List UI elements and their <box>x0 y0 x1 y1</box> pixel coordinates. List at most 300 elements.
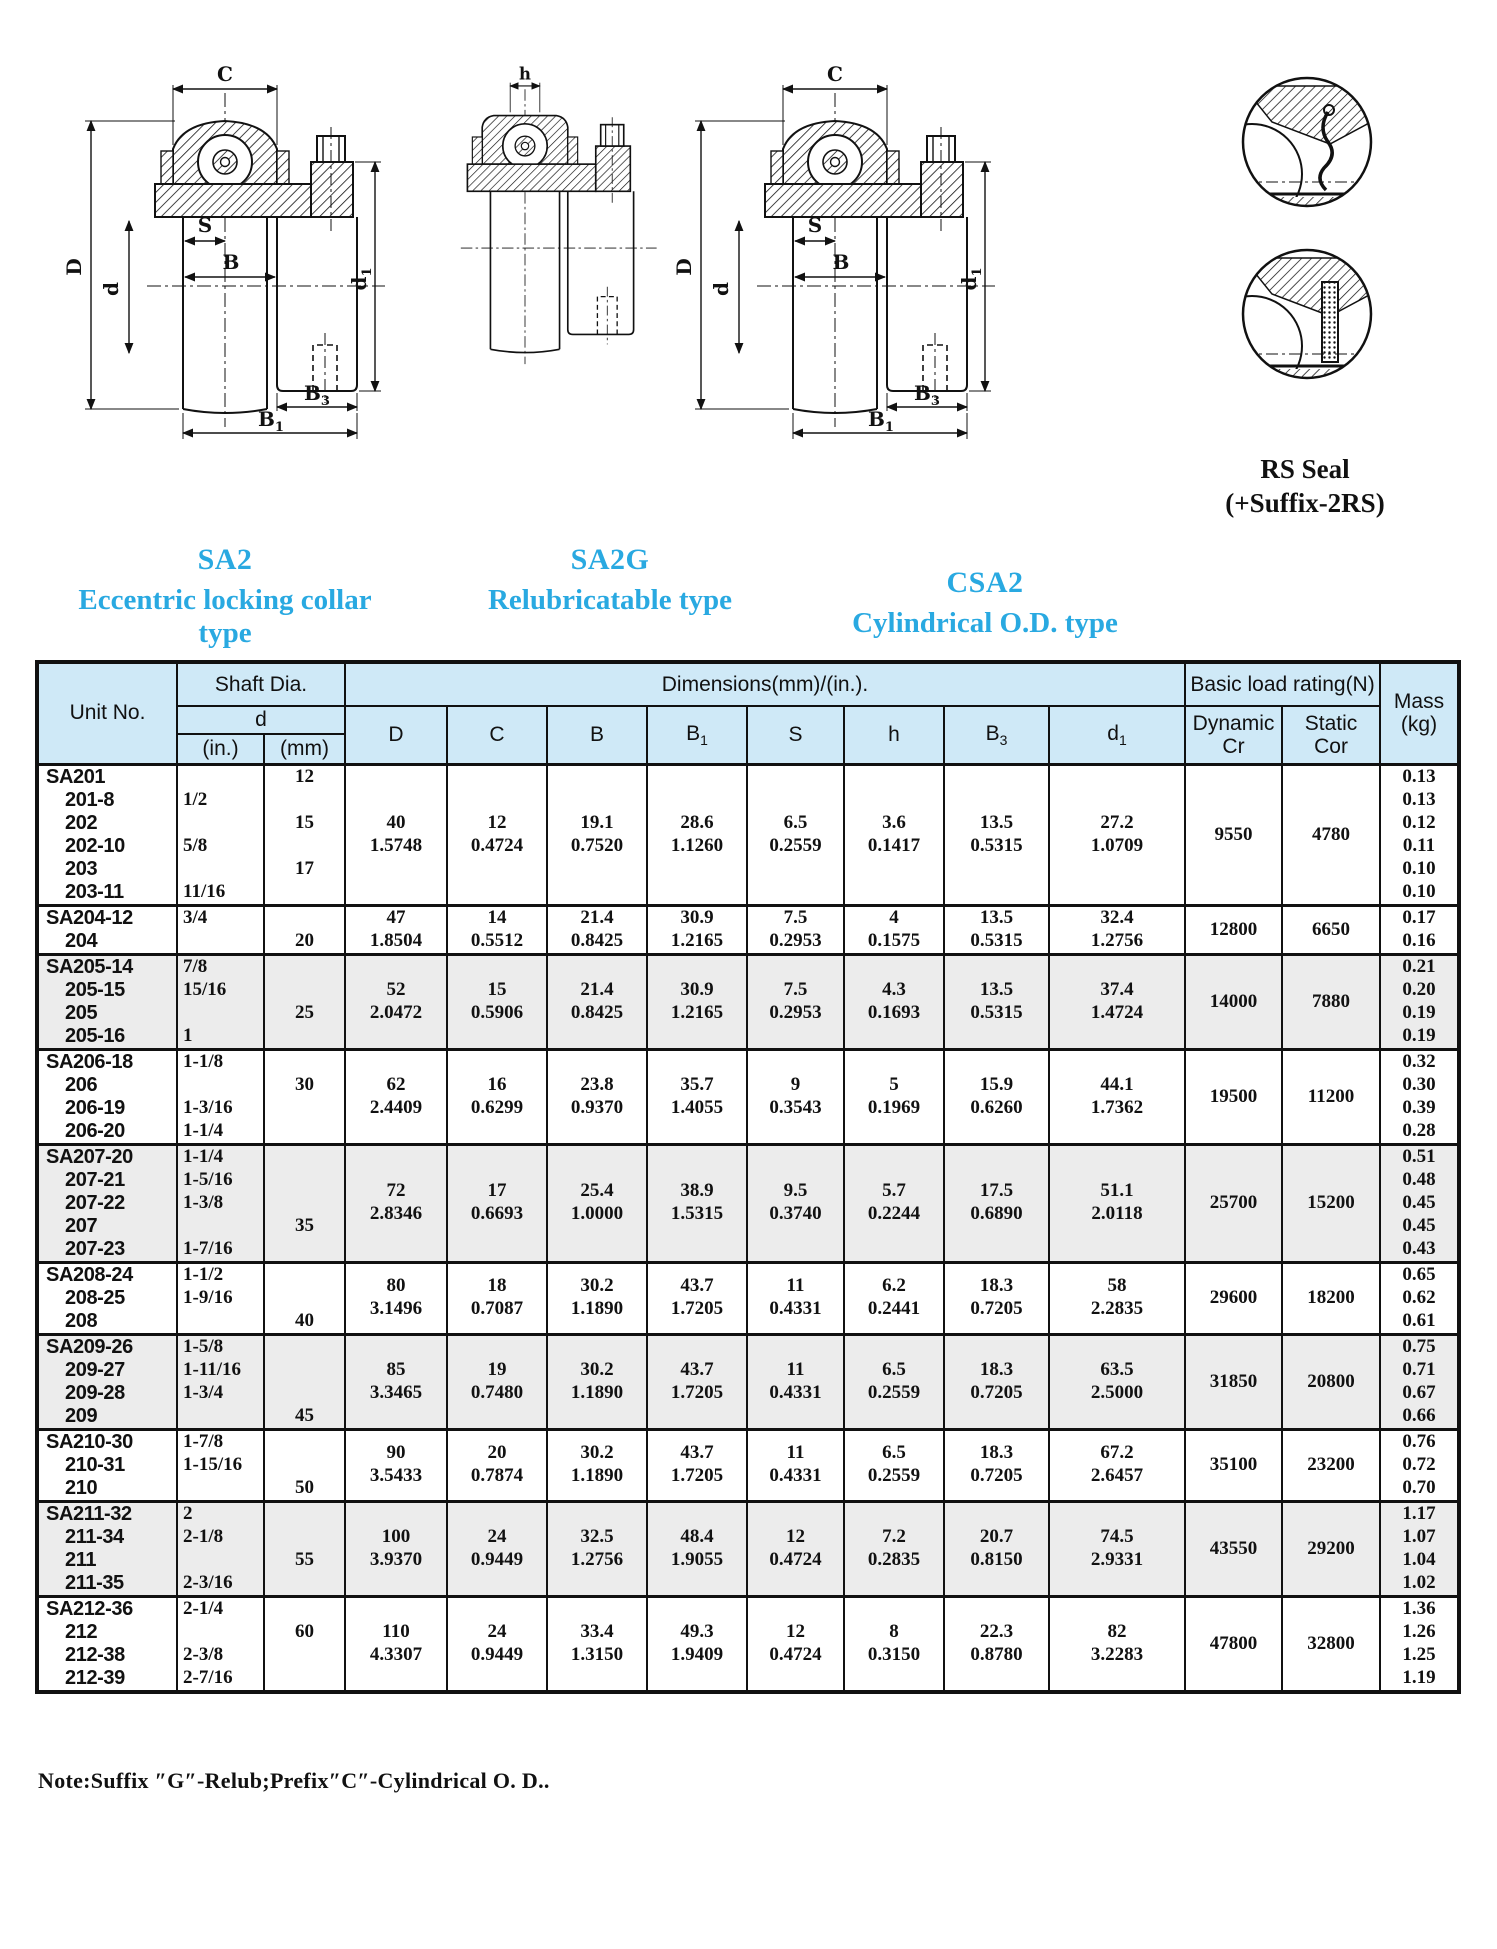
cell-shaft-dia-in <box>177 1144 264 1262</box>
cell-dim-h <box>844 905 944 954</box>
dim-mm-value: 62 <box>386 1073 406 1095</box>
csa2-description: Cylindrical O.D. type <box>852 607 1118 639</box>
dim-mm-value: 52 <box>386 978 406 1000</box>
dim-in-value: 0.5512 <box>470 929 524 951</box>
mass-line: 0.10 <box>1402 857 1436 879</box>
shaft-in-line <box>178 1549 263 1572</box>
shaft-in-line <box>178 858 263 881</box>
cell-shaft-dia-mm <box>264 1334 345 1429</box>
dim-mm-value: 5 <box>889 1073 899 1095</box>
shaft-in-line <box>178 766 263 789</box>
header-base: C <box>489 722 505 746</box>
cell-dynamic-cr: 47800 <box>1185 1596 1282 1692</box>
dim-in-value: 4.3307 <box>369 1643 423 1665</box>
cell-unit-no <box>37 1334 177 1429</box>
mass-line: 0.62 <box>1402 1286 1436 1308</box>
shaft-mm-line: 12 <box>295 765 314 787</box>
dim-in-value: 1.7205 <box>670 1381 724 1403</box>
dim-in-value: 0.4331 <box>769 1298 822 1319</box>
shaft-in-line: 1-15/16 <box>183 1453 243 1475</box>
shaft-in-line: 1-7/16 <box>183 1237 233 1259</box>
col-header-S <box>747 706 844 764</box>
mass-line: 0.45 <box>1402 1191 1436 1213</box>
dim-in-value: 1.8504 <box>369 929 423 951</box>
dim-mm-value: 33.4 <box>580 1620 614 1642</box>
shaft-mm-line <box>265 1572 344 1595</box>
dim-mm-value: 32.5 <box>580 1525 614 1547</box>
cell-mass <box>1380 954 1459 1049</box>
shaft-mm-line <box>265 1644 344 1667</box>
cell-dim-h <box>844 764 944 905</box>
dim-in-value: 2.0118 <box>1091 1203 1143 1224</box>
dim-mm-value: 12 <box>487 811 507 833</box>
dim-mm-value: 37.4 <box>1100 978 1134 1000</box>
header-subscript: 1 <box>1118 731 1127 748</box>
dim-mm-value: 43.7 <box>680 1442 714 1463</box>
dim-mm-value: 35.7 <box>680 1073 714 1095</box>
dim-label-S: S <box>197 213 213 237</box>
unit-no-line: SA201 <box>46 765 106 788</box>
dim-in-value: 1.1890 <box>570 1298 624 1319</box>
dim-in-value: 0.6260 <box>970 1096 1023 1118</box>
cell-dim-h <box>844 1049 944 1144</box>
shaft-in-line <box>178 930 263 953</box>
shaft-mm-line: 40 <box>295 1309 314 1331</box>
shaft-in-line: 5/8 <box>183 834 208 856</box>
dim-in-value: 3.5433 <box>369 1465 423 1486</box>
dim-mm-value: 7.5 <box>783 978 808 1000</box>
cell-mass <box>1380 905 1459 954</box>
sa2-title-block <box>60 543 390 650</box>
cell-dim-D <box>345 905 447 954</box>
mass-line: 0.70 <box>1402 1476 1436 1498</box>
dim-mm-value: 21.4 <box>580 978 614 1000</box>
unit-no-line: 201-8 <box>65 788 115 811</box>
shaft-in-line: 1-3/8 <box>183 1191 224 1213</box>
dim-mm-value: 6.2 <box>882 1275 906 1296</box>
cell-dynamic-cr: 25700 <box>1185 1144 1282 1262</box>
unit-no-line: SA204-12 <box>46 906 133 929</box>
shaft-in-line <box>178 812 263 835</box>
header-line: Static <box>1304 711 1358 735</box>
cell-dim-d1 <box>1049 1334 1185 1429</box>
dim-mm-value: 30.9 <box>680 906 714 928</box>
dim-mm-value: 110 <box>382 1620 410 1642</box>
dim-in-value: 1.1890 <box>570 1465 624 1486</box>
cell-dim-C <box>447 1429 547 1501</box>
mass-line: 0.71 <box>1402 1358 1436 1380</box>
unit-no-line: 206-20 <box>65 1119 125 1142</box>
shaft-mm-line <box>265 835 344 858</box>
dim-mm-value: 4 <box>889 906 899 928</box>
cell-dynamic-cr: 35100 <box>1185 1429 1282 1501</box>
cell-dim-h <box>844 1144 944 1262</box>
cell-mass <box>1380 1334 1459 1429</box>
cell-dim-B <box>547 1262 647 1334</box>
unit-no-line: 208-25 <box>65 1286 125 1309</box>
shaft-mm-line <box>265 789 344 812</box>
dim-mm-value: 13.5 <box>979 906 1014 928</box>
shaft-in-line: 1-7/8 <box>183 1430 224 1452</box>
cell-dim-S <box>747 1334 844 1429</box>
dim-mm-value: 30.9 <box>680 978 714 1000</box>
dim-in-value: 0.2559 <box>867 1465 921 1486</box>
sa2g-description: Relubricatable type <box>487 584 733 616</box>
dim-label-h: h <box>519 64 531 84</box>
unit-no-line: 206-19 <box>65 1096 125 1119</box>
cell-dim-B1 <box>647 1596 747 1692</box>
cell-dim-D <box>345 1501 447 1596</box>
cell-dim-B1 <box>647 1144 747 1262</box>
dim-in-value: 0.1417 <box>867 834 921 856</box>
header-base: B <box>589 722 604 746</box>
shaft-in-line <box>178 1074 263 1097</box>
shaft-mm-line <box>265 1382 344 1405</box>
cell-dim-B3 <box>944 1334 1049 1429</box>
cell-dim-B <box>547 764 647 905</box>
sa2-code: SA2 <box>197 543 253 576</box>
dim-mm-value: 74.5 <box>1100 1525 1134 1547</box>
dim-in-value: 0.2953 <box>769 929 822 951</box>
shaft-in-line: 1-5/8 <box>183 1335 224 1357</box>
cell-dim-D <box>345 1144 447 1262</box>
cell-dim-C <box>447 1501 547 1596</box>
unit-no-line: 211 <box>65 1548 97 1571</box>
dim-in-value: 2.6457 <box>1090 1465 1144 1486</box>
footnote: Note:Suffix ″G″-Relub;Prefix″C″-Cylindrical O. D.. <box>38 1768 550 1793</box>
dim-in-value: 1.5315 <box>670 1203 724 1224</box>
cell-mass <box>1380 1501 1459 1596</box>
sa2-drawing <box>55 55 395 450</box>
cell-dim-B <box>547 905 647 954</box>
dim-in-value: 0.4724 <box>769 1643 822 1665</box>
dim-in-value: 2.8346 <box>369 1203 423 1224</box>
cell-dim-d1 <box>1049 1144 1185 1262</box>
dim-mm-value: 13.5 <box>979 811 1014 833</box>
dim-in-value: 1.1260 <box>670 834 724 856</box>
dim-mm-value: 24 <box>487 1525 507 1547</box>
sa2-description: Eccentric locking collar type <box>78 584 372 649</box>
dim-mm-value: 82 <box>1107 1620 1127 1642</box>
dim-mm-value: 5.7 <box>882 1180 906 1201</box>
cell-mass <box>1380 1262 1459 1334</box>
dim-mm-value: 16 <box>487 1073 507 1095</box>
cell-static-cor: 29200 <box>1282 1501 1380 1596</box>
cell-dim-S <box>747 1049 844 1144</box>
unit-no-line: SA207-20 <box>46 1145 133 1168</box>
unit-no-line: 209-28 <box>65 1381 125 1404</box>
shaft-in-line: 2-7/16 <box>183 1666 233 1688</box>
cell-shaft-dia-in <box>177 1596 264 1692</box>
cell-dim-B <box>547 1501 647 1596</box>
cell-dynamic-cr: 43550 <box>1185 1501 1282 1596</box>
cell-dim-C <box>447 1334 547 1429</box>
shaft-mm-line <box>265 1503 344 1526</box>
dim-mm-value: 32.4 <box>1100 906 1134 928</box>
cell-dim-C <box>447 1049 547 1144</box>
dim-mm-value: 15.9 <box>979 1073 1014 1095</box>
unit-no-line: SA210-30 <box>46 1430 133 1453</box>
dim-in-value: 0.5315 <box>970 1001 1023 1023</box>
mass-line: 0.21 <box>1402 955 1436 977</box>
dim-mm-value: 11 <box>786 1275 805 1296</box>
cell-unit-no <box>37 764 177 905</box>
cell-static-cor: 23200 <box>1282 1429 1380 1501</box>
table-row <box>37 1334 1459 1429</box>
col-header-dimensions: Dimensions(mm)/(in.). <box>345 662 1185 706</box>
dim-mm-value: 6.5 <box>882 1442 906 1463</box>
dim-in-value: 0.4331 <box>769 1465 822 1486</box>
dim-mm-value: 6.5 <box>882 1358 906 1380</box>
rs-seal-detail-drawing <box>1232 70 1382 400</box>
shaft-mm-line <box>265 1264 344 1287</box>
dim-mm-value: 11 <box>786 1442 805 1463</box>
shaft-mm-line <box>265 1454 344 1477</box>
cell-dim-B3 <box>944 905 1049 954</box>
unit-no-line: 207-22 <box>65 1191 125 1214</box>
dim-in-value: 2.9331 <box>1090 1548 1144 1570</box>
dim-label-B3: $B_3$ <box>914 381 940 409</box>
cell-dim-S <box>747 1144 844 1262</box>
dim-in-value: 0.6693 <box>470 1203 524 1224</box>
cell-dim-S <box>747 1262 844 1334</box>
cell-dynamic-cr: 31850 <box>1185 1334 1282 1429</box>
dim-mm-value: 25.4 <box>580 1180 614 1201</box>
cell-unit-no <box>37 1049 177 1144</box>
cell-dim-d1 <box>1049 1049 1185 1144</box>
cell-shaft-dia-in <box>177 905 264 954</box>
csa2-code: CSA2 <box>946 566 1024 599</box>
cell-dim-d1 <box>1049 764 1185 905</box>
shaft-mm-line <box>265 1287 344 1310</box>
dim-mm-value: 38.9 <box>680 1180 714 1201</box>
dim-in-value: 1.3150 <box>570 1643 624 1665</box>
dim-in-value: 3.9370 <box>369 1548 423 1570</box>
mass-line: 0.72 <box>1402 1453 1436 1475</box>
cell-dim-D <box>345 1596 447 1692</box>
cell-dim-B <box>547 1596 647 1692</box>
shaft-mm-line <box>265 979 344 1002</box>
cell-unit-no <box>37 1429 177 1501</box>
dim-in-value: 1.0709 <box>1090 834 1144 856</box>
dim-in-value: 0.8425 <box>570 1001 624 1023</box>
dim-mm-value: 18.3 <box>979 1442 1014 1463</box>
dim-mm-value: 48.4 <box>680 1525 714 1547</box>
shaft-in-line: 1/2 <box>183 788 208 810</box>
shaft-in-line: 11/16 <box>183 880 226 902</box>
mass-line: 1.02 <box>1402 1571 1436 1593</box>
dim-in-value: 1.4724 <box>1090 1001 1144 1023</box>
dim-in-value: 0.2835 <box>867 1548 921 1570</box>
dim-mm-value: 18.3 <box>979 1358 1014 1380</box>
shaft-mm-line: 17 <box>295 857 314 879</box>
cell-dim-B3 <box>944 1144 1049 1262</box>
cell-static-cor: 7880 <box>1282 954 1380 1049</box>
cell-unit-no <box>37 1501 177 1596</box>
unit-no-line: SA211-32 <box>46 1502 132 1525</box>
cell-dim-B1 <box>647 764 747 905</box>
cell-dim-D <box>345 1262 447 1334</box>
cell-shaft-dia-in <box>177 1049 264 1144</box>
cell-dim-D <box>345 764 447 905</box>
dim-mm-value: 49.3 <box>680 1620 714 1642</box>
table-head <box>37 662 1459 764</box>
cell-dim-S <box>747 1596 844 1692</box>
cell-dim-B1 <box>647 1334 747 1429</box>
unit-no-line: 207 <box>65 1214 98 1237</box>
shaft-mm-line <box>265 1336 344 1359</box>
cell-dim-S <box>747 1429 844 1501</box>
unit-no-line: 205-16 <box>65 1024 125 1047</box>
mass-line: 0.30 <box>1402 1073 1436 1095</box>
mass-line: 0.39 <box>1402 1096 1436 1118</box>
col-header-D <box>345 706 447 764</box>
cell-shaft-dia-mm <box>264 1501 345 1596</box>
unit-no-line: SA208-24 <box>46 1263 133 1286</box>
dim-in-value: 0.1969 <box>867 1096 921 1118</box>
csa2-drawing <box>665 55 1005 450</box>
dim-mm-value: 72 <box>386 1180 406 1201</box>
rs-seal-detail <box>1232 70 1382 400</box>
dim-mm-value: 43.7 <box>680 1358 714 1380</box>
shaft-in-line: 15/16 <box>183 978 227 1000</box>
dim-mm-value: 28.6 <box>680 811 714 833</box>
col-header-in: (in.) <box>177 734 264 764</box>
shaft-mm-line <box>265 1238 344 1261</box>
dim-mm-value: 12 <box>786 1525 805 1547</box>
cell-mass <box>1380 764 1459 905</box>
dim-in-value: 0.8425 <box>570 929 624 951</box>
cell-dynamic-cr: 19500 <box>1185 1049 1282 1144</box>
dim-in-value: 1.2165 <box>670 929 724 951</box>
table-row <box>37 1262 1459 1334</box>
dim-mm-value: 19 <box>487 1358 507 1380</box>
cell-dim-d1 <box>1049 1501 1185 1596</box>
shaft-mm-line <box>265 1120 344 1143</box>
dim-label-B1: $B_1$ <box>868 407 894 435</box>
cell-dim-B3 <box>944 1596 1049 1692</box>
cell-mass <box>1380 1596 1459 1692</box>
sa2g-code: SA2G <box>570 543 650 576</box>
cell-shaft-dia-in <box>177 1429 264 1501</box>
dim-mm-value: 8 <box>889 1620 899 1642</box>
dim-label-C: C <box>217 62 233 86</box>
shaft-in-line <box>178 1477 263 1500</box>
cell-dim-B <box>547 1049 647 1144</box>
csa2-title-block <box>820 566 1150 640</box>
cell-static-cor: 15200 <box>1282 1144 1380 1262</box>
shaft-mm-line <box>265 1526 344 1549</box>
mass-line: 0.45 <box>1402 1214 1436 1236</box>
cell-dim-B1 <box>647 1429 747 1501</box>
shaft-in-line: 1-3/16 <box>183 1096 233 1118</box>
cell-unit-no <box>37 954 177 1049</box>
table-row <box>37 1429 1459 1501</box>
mass-line: 1.26 <box>1402 1620 1436 1642</box>
cell-unit-no <box>37 1144 177 1262</box>
shaft-mm-line <box>265 1051 344 1074</box>
cell-static-cor: 6650 <box>1282 905 1380 954</box>
col-header-shaft-dia: Shaft Dia. <box>177 662 345 706</box>
shaft-in-line: 2-1/4 <box>183 1597 224 1619</box>
unit-no-line: 204 <box>65 929 98 952</box>
table-row <box>37 954 1459 1049</box>
dim-in-value: 0.9449 <box>470 1643 524 1665</box>
cell-shaft-dia-mm <box>264 954 345 1049</box>
dim-mm-value: 80 <box>386 1275 406 1296</box>
header-base: B <box>985 721 1000 745</box>
dim-in-value: 1.5748 <box>369 834 423 856</box>
cell-dim-C <box>447 1262 547 1334</box>
cell-dynamic-cr: 29600 <box>1185 1262 1282 1334</box>
dim-mm-value: 100 <box>381 1525 411 1547</box>
mass-line: 0.32 <box>1402 1050 1436 1072</box>
cell-dim-B3 <box>944 1501 1049 1596</box>
dim-in-value: 0.5315 <box>970 834 1023 856</box>
table-body <box>37 764 1459 1692</box>
shaft-in-line: 2 <box>183 1502 193 1524</box>
cell-dim-h <box>844 1501 944 1596</box>
shaft-in-line <box>178 1310 263 1333</box>
dim-mm-value: 7.2 <box>882 1525 906 1547</box>
sa2g-drawing <box>385 58 665 383</box>
cell-dim-d1 <box>1049 1596 1185 1692</box>
shaft-in-line: 3/4 <box>183 906 208 928</box>
col-header-d: d <box>177 706 345 734</box>
cell-dim-D <box>345 1429 447 1501</box>
dim-mm-value: 90 <box>386 1442 406 1463</box>
header-line: Mass <box>1393 690 1445 714</box>
dim-mm-value: 9 <box>790 1073 801 1095</box>
dim-mm-value: 17 <box>487 1180 507 1201</box>
shaft-mm-line: 35 <box>295 1214 314 1236</box>
cell-dim-B <box>547 954 647 1049</box>
dim-label-d: d <box>709 282 733 296</box>
shaft-in-line: 1-9/16 <box>183 1286 233 1308</box>
rs-seal-caption-line1: RS Seal <box>1260 454 1350 484</box>
mass-line: 1.07 <box>1402 1525 1436 1547</box>
shaft-mm-line <box>265 1169 344 1192</box>
dim-in-value: 0.7205 <box>970 1381 1023 1403</box>
dim-label-S: S <box>807 213 823 237</box>
dim-in-value: 0.6299 <box>470 1096 524 1118</box>
mass-line: 1.36 <box>1402 1597 1436 1619</box>
dim-mm-value: 22.3 <box>979 1620 1014 1642</box>
unit-no-line: 211-34 <box>65 1525 124 1548</box>
cell-static-cor: 32800 <box>1282 1596 1380 1692</box>
dim-in-value: 0.1575 <box>867 929 921 951</box>
cell-dim-d1 <box>1049 1262 1185 1334</box>
cell-dynamic-cr: 9550 <box>1185 764 1282 905</box>
shaft-in-line: 2-3/8 <box>183 1643 224 1665</box>
shaft-in-line: 1 <box>183 1024 193 1046</box>
dim-in-value: 1.9409 <box>670 1643 724 1665</box>
dim-in-value: 3.1496 <box>369 1298 423 1319</box>
cell-dim-S <box>747 764 844 905</box>
cell-dim-D <box>345 1049 447 1144</box>
shaft-mm-line <box>265 1025 344 1048</box>
dim-mm-value: 18 <box>487 1275 507 1296</box>
cell-unit-no <box>37 905 177 954</box>
cell-dim-D <box>345 954 447 1049</box>
mass-line: 0.48 <box>1402 1168 1436 1190</box>
cell-shaft-dia-in <box>177 1501 264 1596</box>
dim-in-value: 0.4331 <box>769 1381 822 1403</box>
dim-in-value: 1.2165 <box>670 1001 724 1023</box>
cell-shaft-dia-mm <box>264 1262 345 1334</box>
dim-in-value: 0.2244 <box>867 1203 921 1224</box>
cell-shaft-dia-in <box>177 764 264 905</box>
